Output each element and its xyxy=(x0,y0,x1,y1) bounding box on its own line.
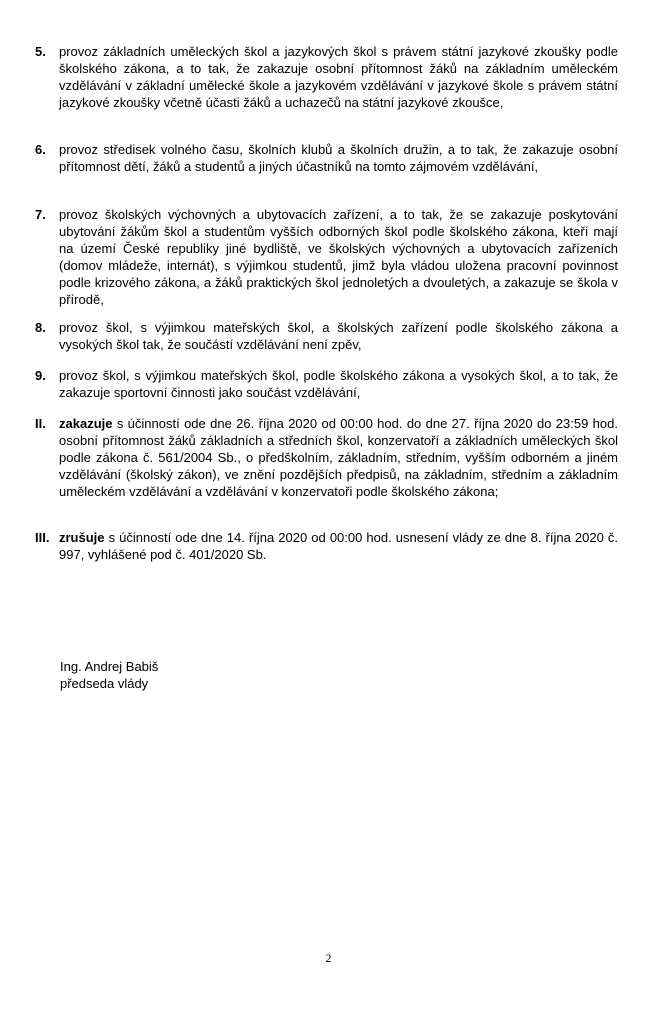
item-number: 5. xyxy=(35,44,46,59)
item-number: II. xyxy=(35,416,46,431)
item-keyword: zakazuje xyxy=(59,416,113,431)
item-text-rest: s účinností ode dne 26. října 2020 od 00:00 hod. do dne 27. října 2020 do 23:59 hod. osobní přítomnost žáků základních a středních škol, konzervatoří a základních uměleckých škol podle zákona č. 561/2004 Sb., o předškolním, základním, středním, vyšším odborném a jiném vzdělávání (školský zákon), ve znění pozdějších předpisů, na základním, středním a základním uměleckém vzdělávání a vzdělávání v konzervatoři podle školského zákona; xyxy=(59,416,618,499)
item-number: 6. xyxy=(35,142,46,157)
item-text: provoz škol, s výjimkou mateřských škol, a školských zařízení podle školského zákona a vysokých škol tak, že součástí vzdělávání není zpěv, xyxy=(59,320,618,352)
list-item xyxy=(35,206,618,308)
signatory-role: předseda vlády xyxy=(60,676,149,691)
signatory-name: Ing. Andrej Babiš xyxy=(60,659,159,674)
list-item xyxy=(35,415,618,500)
item-number: 8. xyxy=(35,320,46,335)
list-item xyxy=(35,367,618,401)
list-item xyxy=(35,43,618,111)
item-number: 7. xyxy=(35,207,46,222)
item-keyword: zrušuje xyxy=(59,530,105,545)
signature-block xyxy=(60,658,158,692)
item-text: provoz základních uměleckých škol a jazykových škol s právem státní jazykové zkoušky podle školského zákona, a to tak, že zakazuje osobní přítomnost žáků na základním uměleckém vzdělávání v základní umělecké škole a jazykovém vzdělávání v jazykové škole s právem státní jazykové zkoušky včetně účasti žáků a uchazečů na státní jazykové zkoušce, xyxy=(59,44,618,110)
item-text: provoz středisek volného času, školních klubů a školních družin, a to tak, že zakazuje osobní přítomnost dětí, žáků a studentů a jiných účastníků na tomto zájmovém vzdělávání, xyxy=(59,142,618,174)
page-number: 2 xyxy=(325,951,332,965)
item-text: provoz školských výchovných a ubytovacích zařízení, a to tak, že se zakazuje poskytování ubytování žákům škol a studentům vyšších odborných škol podle školského zákona, kteří mají na území České republiky jiné bydliště, ve školských výchovných a ubytovacích zařízeních (domov mládeže, internát), s výjimkou studentů, jimž byla vládou uložena pracovní povinnost podle krizového zákona, a žáků praktických škol jednoletých a dvouletých, a zakazuje se škola v přírodě, xyxy=(59,207,618,307)
list-item xyxy=(35,319,618,353)
item-number: III. xyxy=(35,530,50,545)
item-text xyxy=(59,529,618,563)
item-number: 9. xyxy=(35,368,46,383)
list-item xyxy=(35,141,618,175)
item-text xyxy=(59,415,618,500)
list-item xyxy=(35,529,618,563)
item-text: provoz škol, s výjimkou mateřských škol, podle školského zákona a vysokých škol, a to tak, že zakazuje sportovní činnosti jako součást vzdělávání, xyxy=(59,368,618,400)
item-text-rest: s účinností ode dne 14. října 2020 od 00:00 hod. usnesení vlády ze dne 8. října 2020 č. 997, vyhlášené pod č. 401/2020 Sb. xyxy=(59,530,618,562)
